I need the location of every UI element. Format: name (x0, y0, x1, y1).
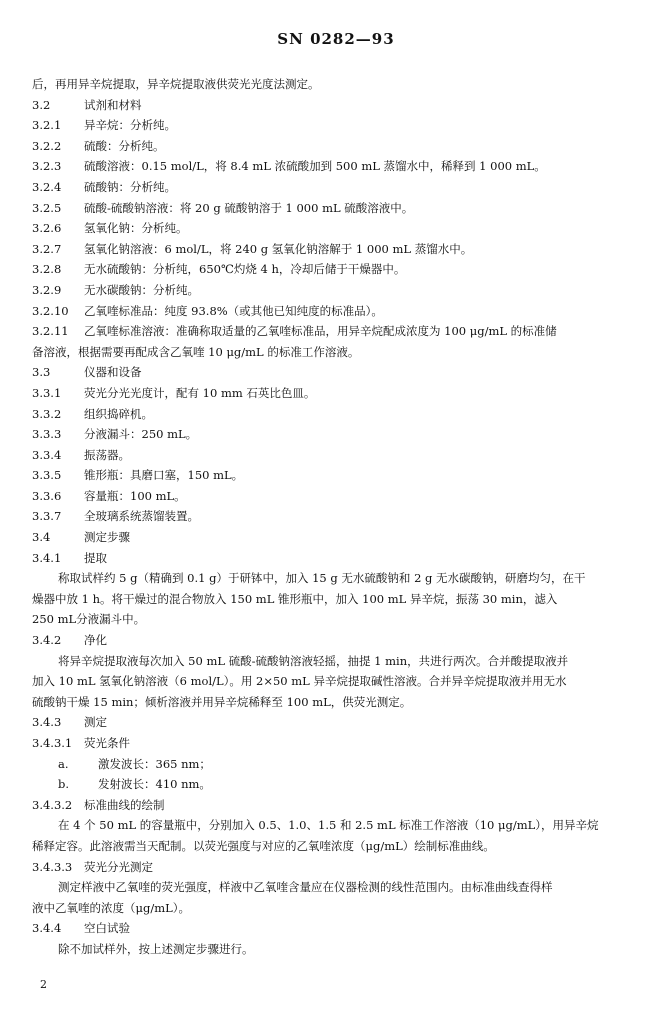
line-text: 净化 (84, 633, 107, 648)
text-line (32, 321, 646, 342)
line-text: 在 4 个 50 mL 的容量瓶中，分别加入 0.5、1.0、1.5 和 2.5 mL 标准工作溶液（10 μg/mL），用异辛烷 (58, 818, 599, 833)
line-text: 稀释定容。此溶液需当天配制。以荧光强度与对应的乙氧喹浓度（μg/mL）绘制标准曲线。 (32, 838, 495, 853)
line-text: 乙氧喹标准品：纯度 93.8%（或其他已知纯度的标准品）。 (84, 303, 383, 318)
line-text: 振荡器。 (84, 447, 130, 462)
text-line (32, 486, 646, 507)
line-section: 3.3.4 (32, 447, 62, 462)
text-line (32, 671, 646, 692)
text-line (32, 198, 646, 219)
line-text: 硫酸：分析纯。 (84, 138, 165, 153)
section-heading (32, 918, 646, 939)
line-text: 测定步骤 (84, 530, 130, 545)
text-line (32, 568, 646, 589)
line-section: 3.4.4 (32, 921, 62, 936)
line-section: 3.2.5 (32, 200, 62, 215)
line-text: 除不加试样外，按上述测定步骤进行。 (58, 941, 254, 956)
text-line (32, 239, 646, 260)
line-text: 加入 10 mL 氢氧化钠溶液（6 mol/L）。用 2×50 mL 异辛烷提取碱性溶液。合并异辛烷提取液并用无水 (32, 674, 567, 689)
line-text: 称取试样约 5 g（精确到 0.1 g）于研钵中，加入 15 g 无水硫酸钠和 2 g 无水碳酸钠，研磨均匀，在干 (58, 571, 586, 586)
text-line (32, 445, 646, 466)
line-text: 荧光分光光度计，配有 10 mm 石英比色皿。 (84, 385, 316, 400)
list-marker: a. (58, 756, 69, 771)
line-section: 3.3.5 (32, 468, 62, 483)
text-line (32, 259, 646, 280)
line-text: 试剂和材料 (84, 97, 142, 112)
line-text: 锥形瓶：具磨口塞，150 mL。 (84, 468, 244, 483)
line-section: 3.3.6 (32, 488, 62, 503)
line-section: 3.4.1 (32, 550, 62, 565)
section-heading (32, 630, 646, 651)
text-line (32, 342, 646, 363)
line-text: 容量瓶：100 mL。 (84, 488, 186, 503)
page-number: 2 (40, 978, 47, 991)
document-header: SN 0282—93 (277, 30, 395, 48)
list-item (32, 774, 646, 795)
line-section: 3.2.2 (32, 138, 62, 153)
line-section: 3.2.8 (32, 262, 62, 277)
line-text: 后，再用异辛烷提取，异辛烷提取液供荧光光度法测定。 (32, 77, 320, 91)
section-heading (32, 857, 646, 878)
section-heading (32, 712, 646, 733)
text-line (32, 465, 646, 486)
line-text: 乙氧喹标准溶液：准确称取适量的乙氧喹标准品，用异辛烷配成浓度为 100 μg/mL 的标准储 (84, 324, 557, 339)
line-section: 3.2 (32, 97, 51, 112)
line-text: 硫酸溶液：0.15 mol/L，将 8.4 mL 浓硫酸加到 500 mL 蒸馏水中，稀释到 1 000 mL。 (84, 159, 546, 174)
line-text: 无水碳酸钠：分析纯。 (84, 282, 199, 297)
text-line (32, 609, 646, 630)
text-line (32, 815, 646, 836)
line-section: 3.2.4 (32, 179, 62, 194)
text-line (32, 136, 646, 157)
line-section: 3.2.6 (32, 221, 62, 236)
text-line (32, 651, 646, 672)
line-text: 异辛烷：分析纯。 (84, 118, 176, 133)
line-text: 空白试验 (84, 921, 130, 936)
text-line (32, 939, 646, 960)
line-section: 3.2.3 (32, 159, 62, 174)
line-section: 3.2.7 (32, 241, 62, 256)
line-section: 3.3 (32, 365, 51, 380)
line-text: 发射波长：410 nm。 (98, 777, 211, 792)
text-line (32, 589, 646, 610)
text-line (32, 692, 646, 713)
document-body (32, 74, 646, 960)
list-marker: b. (58, 777, 70, 792)
line-text: 备溶液，根据需要再配成含乙氧喹 10 μg/mL 的标准工作溶液。 (32, 344, 360, 359)
line-text: 无水硫酸钠：分析纯，650℃灼烧 4 h，冷却后储于干燥器中。 (84, 262, 406, 277)
text-line (32, 506, 646, 527)
line-text: 荧光条件 (84, 736, 130, 750)
line-section: 3.4.3.2 (32, 797, 73, 812)
text-line (32, 156, 646, 177)
text-line (32, 177, 646, 198)
line-section: 3.4.3.3 (32, 859, 73, 874)
text-line (32, 877, 646, 898)
line-section: 3.3.7 (32, 509, 62, 524)
text-line (32, 301, 646, 322)
line-section: 3.3.2 (32, 406, 62, 421)
text-line (32, 898, 646, 919)
section-heading (32, 95, 646, 116)
line-text: 全玻璃系统蒸馏装置。 (84, 509, 199, 524)
line-text: 液中乙氧喹的浓度（μg/mL）。 (32, 900, 191, 915)
line-text: 硫酸钠：分析纯。 (84, 179, 176, 194)
list-item (32, 754, 646, 775)
line-text: 将异辛烷提取液每次加入 50 mL 硫酸-硫酸钠溶液轻摇，抽提 1 min，共进行两次。合并酸提取液并 (58, 653, 569, 668)
text-line (32, 280, 646, 301)
line-section: 3.4.3 (32, 715, 62, 730)
line-text: 组织捣碎机。 (84, 406, 153, 421)
line-text: 燥器中放 1 h。将干燥过的混合物放入 150 mL 锥形瓶中，加入 100 mL 异辛烷，振荡 30 min，滤入 (32, 591, 558, 606)
line-text: 提取 (84, 550, 107, 565)
section-heading (32, 548, 646, 569)
line-section: 3.4.3.1 (32, 736, 73, 750)
text-line (32, 404, 646, 425)
line-section: 3.2.9 (32, 282, 62, 297)
line-section: 3.3.1 (32, 385, 62, 400)
line-text: 标准曲线的绘制 (84, 797, 165, 812)
line-section: 3.3.3 (32, 427, 62, 442)
line-text: 250 mL分液漏斗中。 (32, 612, 146, 627)
line-section: 3.4.2 (32, 633, 62, 648)
text-line (32, 115, 646, 136)
line-text: 仪器和设备 (84, 365, 142, 380)
text-line (32, 74, 646, 95)
line-section: 3.2.11 (32, 324, 69, 339)
line-text: 分液漏斗：250 mL。 (84, 427, 198, 442)
line-text: 氢氧化钠溶液：6 mol/L，将 240 g 氢氧化钠溶解于 1 000 mL 蒸馏水中。 (84, 241, 473, 256)
section-heading (32, 733, 646, 754)
line-text: 荧光分光测定 (84, 859, 153, 874)
line-section: 3.4 (32, 530, 51, 545)
line-section: 3.2.1 (32, 118, 62, 133)
text-line (32, 383, 646, 404)
section-heading (32, 362, 646, 383)
line-text: 硫酸-硫酸钠溶液：将 20 g 硫酸钠溶于 1 000 mL 硫酸溶液中。 (84, 200, 414, 215)
line-text: 激发波长：365 nm； (98, 756, 211, 771)
line-text: 测定样液中乙氧喹的荧光强度，样液中乙氧喹含量应在仪器检测的线性范围内。由标准曲线查得样 (58, 880, 553, 895)
section-heading (32, 527, 646, 548)
line-text: 硫酸钠干燥 15 min；倾析溶液并用异辛烷稀释至 100 mL，供荧光测定。 (32, 694, 412, 709)
text-line (32, 424, 646, 445)
text-line (32, 218, 646, 239)
line-text: 氢氧化钠：分析纯。 (84, 221, 188, 236)
line-section: 3.2.10 (32, 303, 69, 318)
line-text: 测定 (84, 715, 107, 730)
text-line (32, 836, 646, 857)
section-heading (32, 795, 646, 816)
